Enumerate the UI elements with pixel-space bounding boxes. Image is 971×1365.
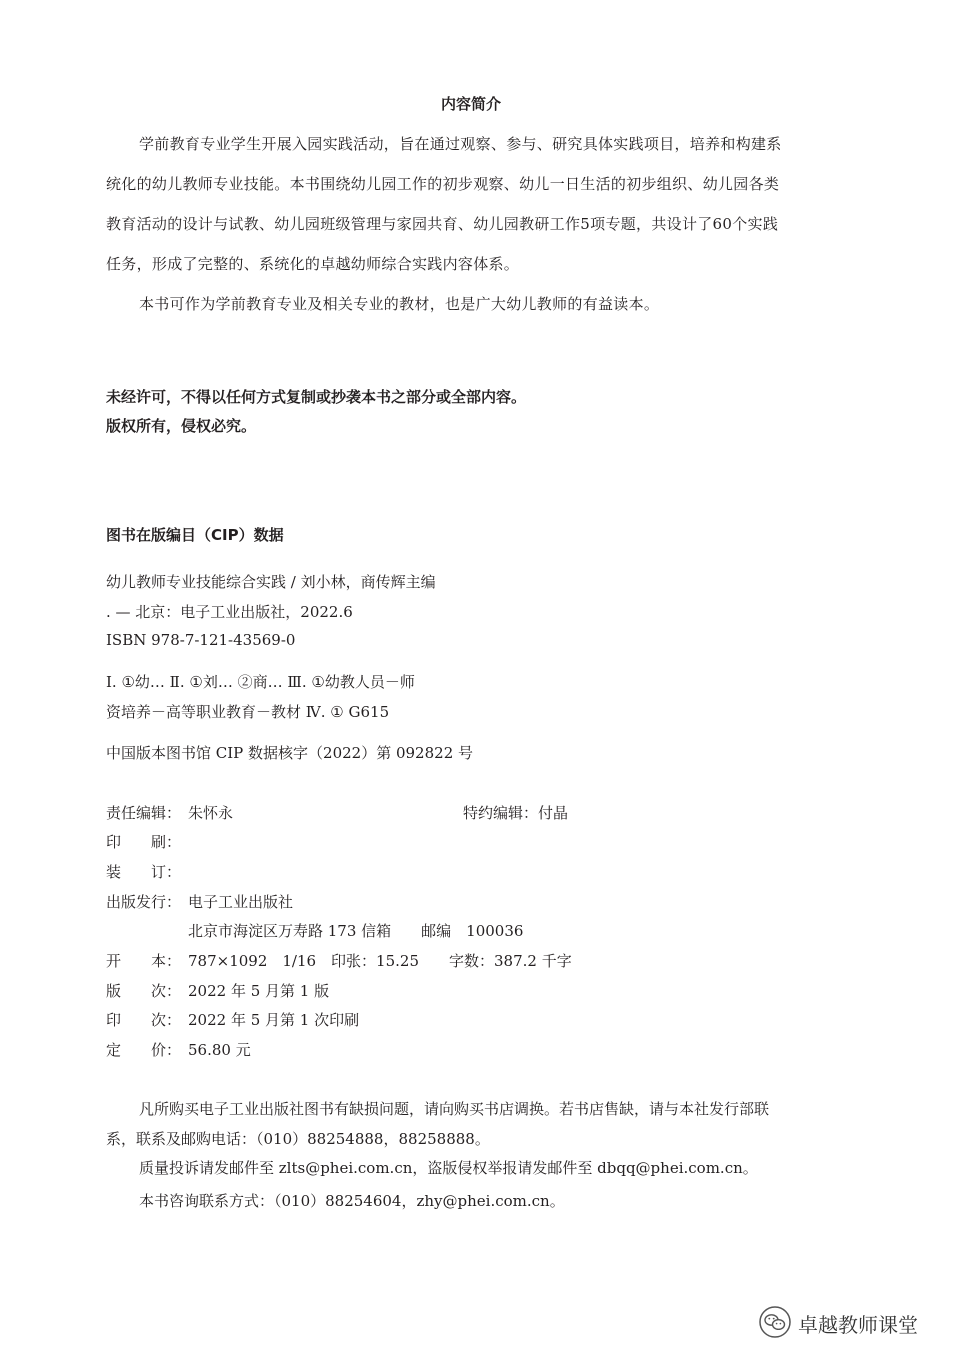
cip-isbn-line: ISBN 978-7-121-43569-0 [106,631,296,649]
footer-line-4: 本书咨询联系方式：（010）88254604，zhy@phei.com.cn。 [139,1192,565,1210]
price-label: 定 价： [106,1041,182,1059]
edition-value: 2022 年 5 月第 1 版 [188,982,330,1000]
editor-value: 朱怀永 [188,804,234,822]
summary-line-2: 统化的幼儿教师专业技能。本书围绕幼儿园工作的初步观察、幼儿一日生活的初步组织、幼儿园各类 [106,175,780,193]
copyright-notice: 未经许可，不得以任何方式复制或抄袭本书之部分或全部内容。 [106,388,527,406]
summary-line-5: 本书可作为学前教育专业及相关专业的教材，也是广大幼儿教师的有益读本。 [139,295,660,313]
copyright-rights: 版权所有，侵权必究。 [106,417,257,435]
wechat-icon [758,1305,792,1339]
footer-line-3: 质量投诉请发邮件至 zlts@phei.com.cn，盗版侵权举报请发邮件至 dbqq@phei.com.cn。 [139,1159,758,1177]
print-value: 2022 年 5 月第 1 次印刷 [188,1011,360,1029]
publisher-label: 出版发行： [106,893,182,911]
format-label: 开 本： [106,952,182,970]
binding-label: 装 订： [106,863,182,881]
cip-record-line: 中国版本图书馆 CIP 数据核字（2022）第 092822 号 [106,744,474,762]
cip-heading: 图书在版编目（CIP）数据 [106,526,284,544]
print-label: 印 次： [106,1011,182,1029]
summary-title: 内容简介 [441,95,502,113]
cip-subject-line-2: 资培养－高等职业教育－教材 Ⅳ. ① G615 [106,703,390,721]
edition-label: 版 次： [106,982,182,1000]
cip-publisher-line: . — 北京：电子工业出版社，2022.6 [106,603,353,621]
summary-line-3: 教育活动的设计与试教、幼儿园班级管理与家园共育、幼儿园教研工作5项专题，共设计了60个实践 [106,215,779,233]
cip-title-line: 幼儿教师专业技能综合实践 / 刘小林，商传辉主编 [106,573,436,591]
format-value: 787×1092 1/16 印张：15.25 字数：387.2 千字 [188,952,572,970]
watermark-label: 卓越教师课堂 [798,1313,918,1337]
footer-line-2: 系，联系及邮购电话：（010）88254888，88258888。 [106,1130,490,1148]
price-value: 56.80 元 [188,1041,251,1059]
cip-subject-line-1: Ⅰ. ①幼… Ⅱ. ①刘… ②商… Ⅲ. ①幼教人员－师 [106,673,415,691]
publisher-address: 北京市海淀区万寿路 173 信箱 邮编 100036 [188,922,524,940]
editor-label: 责任编辑： [106,804,182,822]
printing-label: 印 刷： [106,833,182,851]
summary-line-4: 任务，形成了完整的、系统化的卓越幼师综合实践内容体系。 [106,255,520,273]
publisher-value: 电子工业出版社 [188,893,294,911]
summary-line-1: 学前教育专业学生开展入园实践活动，旨在通过观察、参与、研究具体实践项目，培养和构建系 [139,135,782,153]
special-editor: 特约编辑：付晶 [463,804,569,822]
footer-line-1: 凡所购买电子工业出版社图书有缺损问题，请向购买书店调换。若书店售缺，请与本社发行部联 [139,1100,770,1118]
